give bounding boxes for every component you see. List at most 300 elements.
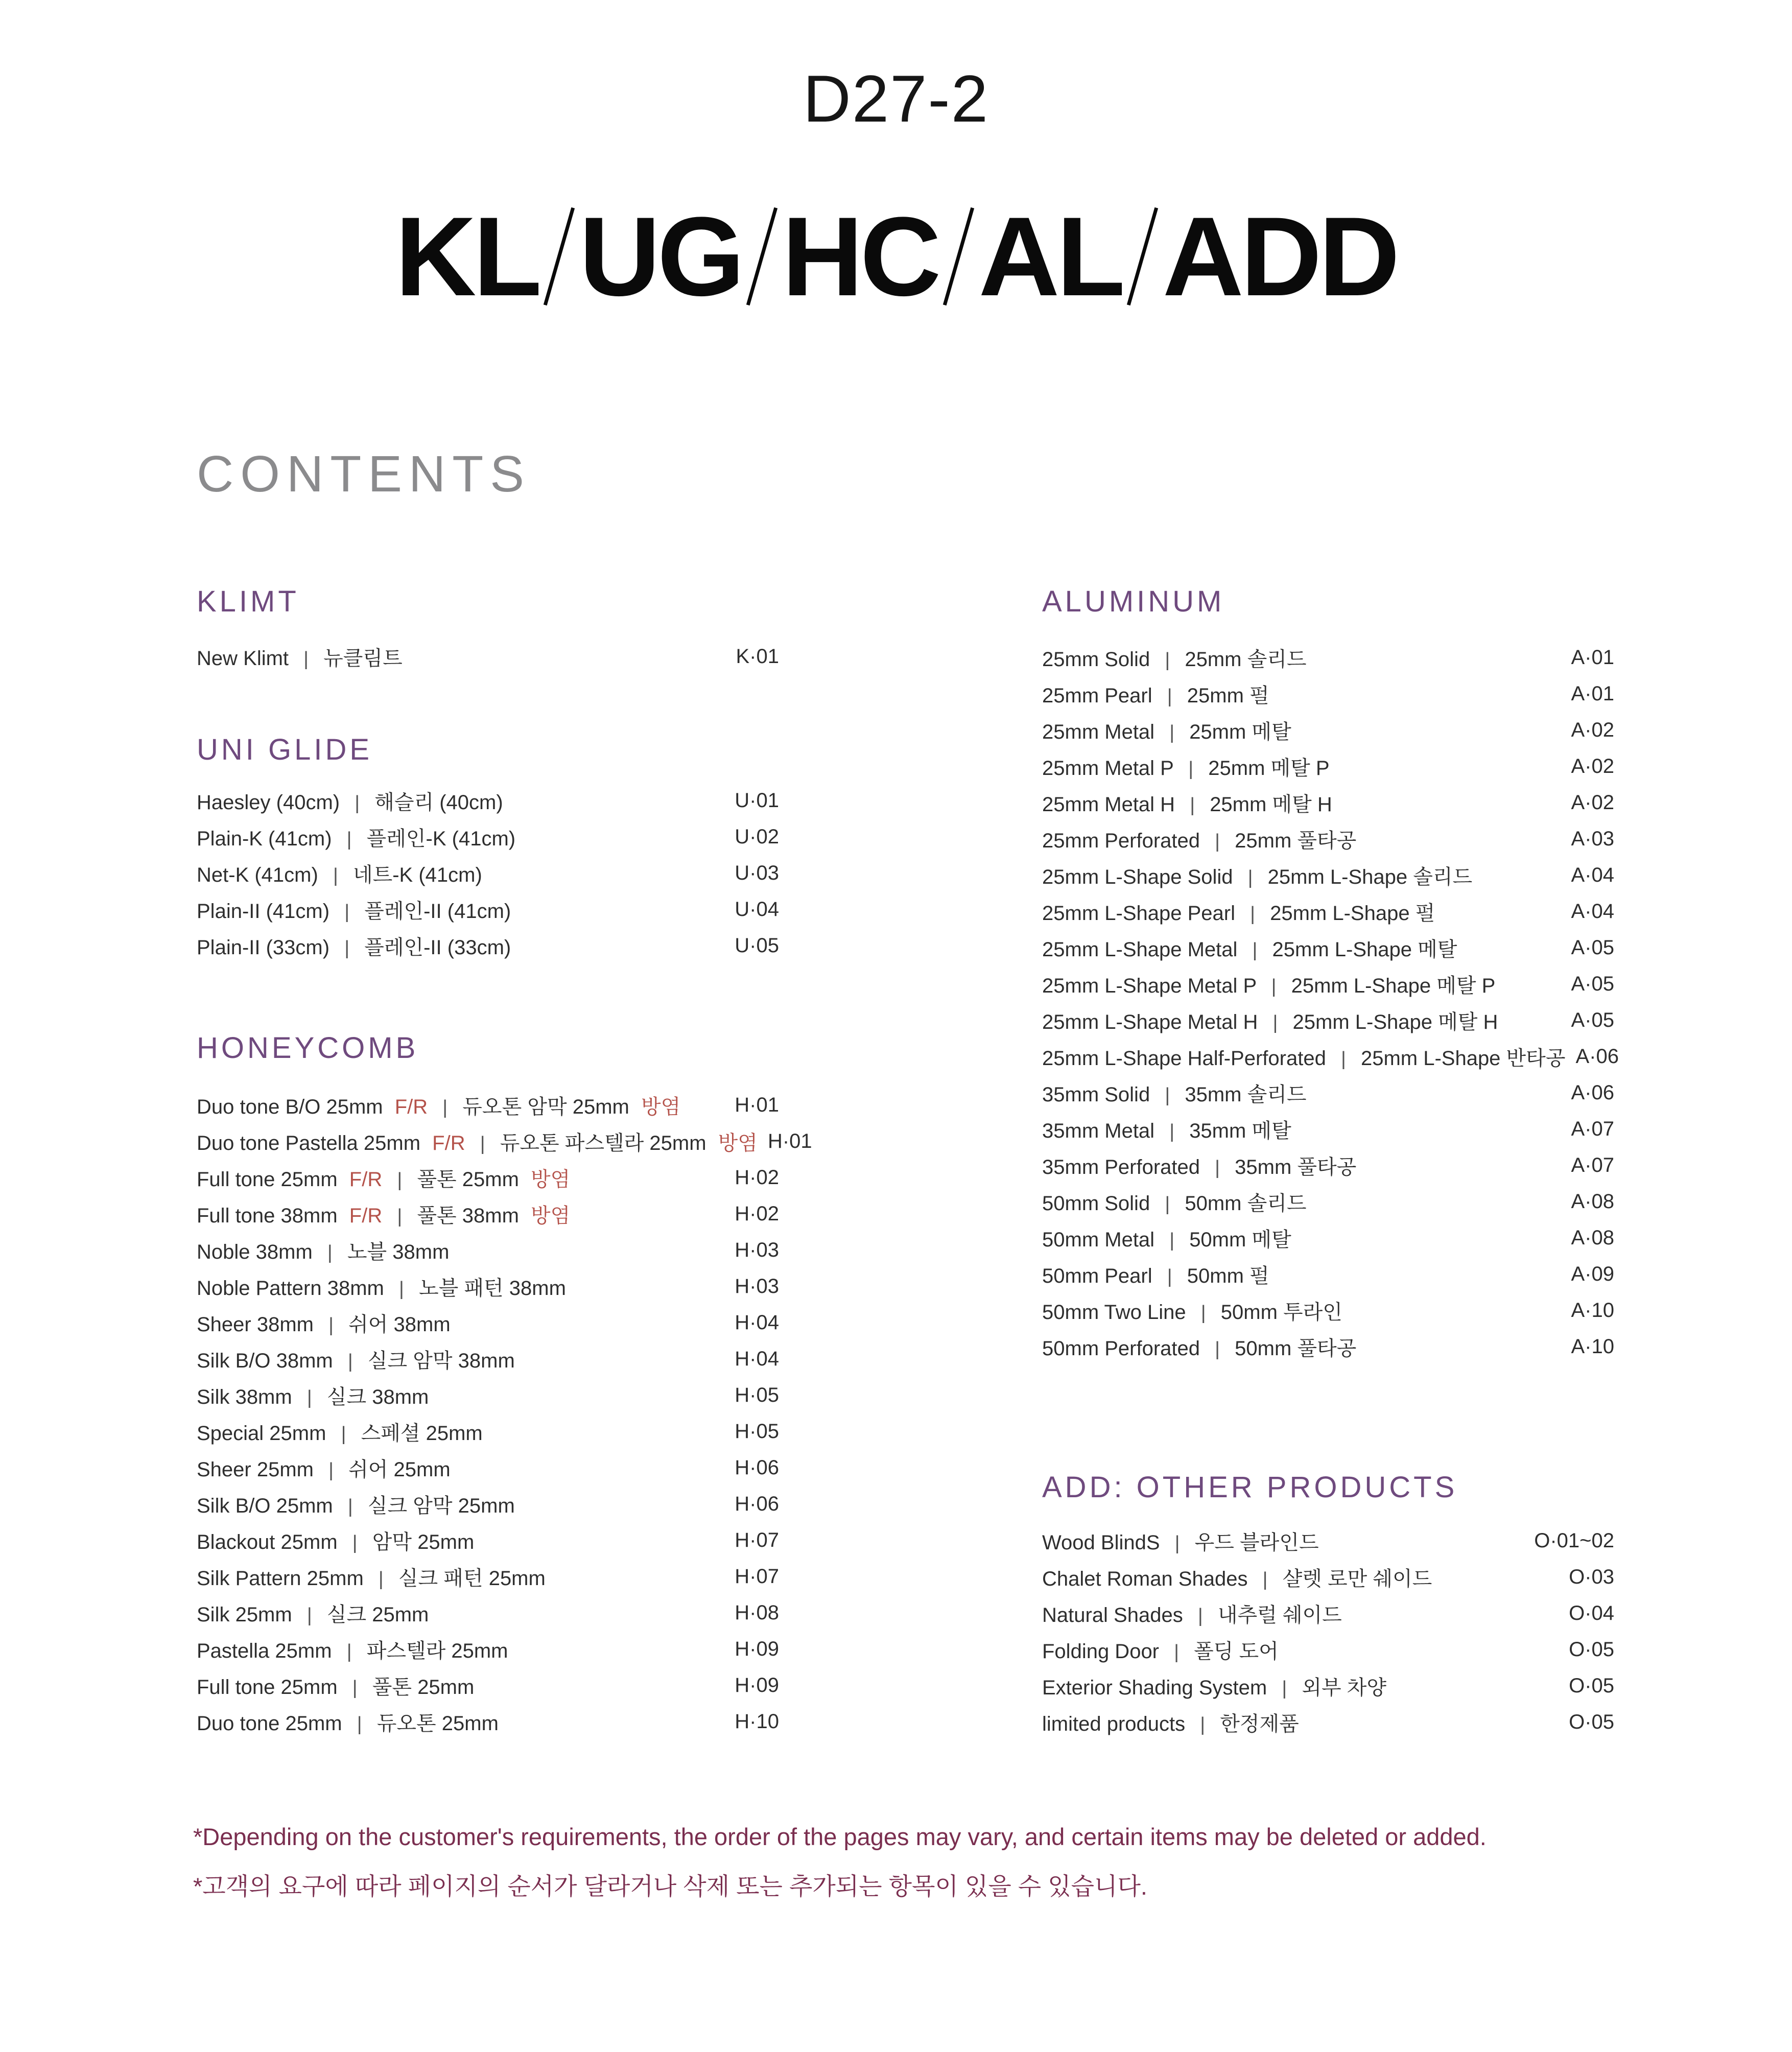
toc-item-label (197, 1562, 546, 1591)
toc-item (197, 783, 779, 819)
toc-item-label (1042, 970, 1495, 999)
item-name-en: 50mm Metal (1042, 1229, 1155, 1251)
item-name-en: Noble 38mm (197, 1241, 313, 1263)
divider-bar: | (1169, 722, 1175, 743)
item-name-en: Plain-II (41cm) (197, 900, 330, 923)
divider-bar: | (1247, 867, 1253, 888)
toc-item-label (1042, 1151, 1356, 1180)
toc-item (1042, 785, 1614, 821)
item-name-en: 25mm L-Shape Metal P (1042, 975, 1257, 997)
toc-item (1042, 893, 1614, 930)
toc-item-label (197, 1308, 451, 1337)
page-ref: U·05 (735, 934, 779, 957)
item-name-en: Pastella 25mm (197, 1640, 332, 1662)
section-title-add-other-products: ADD: OTHER PRODUCTS (1042, 1471, 1458, 1504)
toc-item-label (1042, 861, 1472, 890)
divider-bar: | (303, 648, 309, 670)
divider-bar: | (341, 1423, 346, 1445)
divider-bar: | (306, 1605, 312, 1626)
page-ref: H·10 (735, 1710, 779, 1733)
item-name-ko: 노블 38mm (347, 1241, 450, 1263)
page-ref: A·08 (1571, 1190, 1614, 1213)
item-flag-fr: F/R (394, 1096, 428, 1118)
page-ref: O·05 (1569, 1638, 1614, 1661)
title-segment: HC (782, 194, 938, 319)
item-name-en: 50mm Pearl (1042, 1265, 1152, 1287)
divider-bar: | (333, 865, 338, 886)
item-name-ko: 50mm 펄 (1187, 1265, 1269, 1287)
toc-item (197, 639, 779, 675)
page-ref: H·05 (735, 1420, 779, 1443)
item-name-ko: 듀오톤 파스텔라 25mm (500, 1132, 706, 1154)
toc-item-label (197, 1163, 570, 1192)
title-slash-divider (544, 207, 575, 305)
item-name-ko: 샬렛 로만 쉐이드 (1282, 1568, 1432, 1590)
toc-item (1042, 1220, 1614, 1256)
toc-item (197, 1160, 779, 1196)
toc-item (197, 855, 779, 891)
title-slash-divider (1127, 207, 1158, 305)
item-name-en: 35mm Metal (1042, 1120, 1155, 1142)
item-name-ko: 뉴클림트 (323, 647, 403, 670)
divider-bar: | (347, 1351, 353, 1372)
toc-item-label (197, 1635, 508, 1664)
title-segment: ADD (1162, 194, 1397, 319)
toc-item-label (197, 1526, 474, 1555)
item-name-en: Wood BlindS (1042, 1531, 1160, 1554)
toc-item (1042, 1292, 1614, 1329)
toc-item-label (197, 1490, 515, 1519)
section-title-klimt: KLIMT (197, 585, 299, 618)
page-code: D27-2 (803, 61, 989, 136)
toc-item-label (197, 1127, 758, 1156)
item-name-en: Natural Shades (1042, 1604, 1183, 1626)
item-name-ko: 35mm 메탈 (1189, 1120, 1291, 1142)
toc-item-label (1042, 643, 1307, 672)
toc-item (1042, 1329, 1614, 1365)
toc-item (1042, 1632, 1614, 1668)
item-name-ko: 네트-K (41cm) (352, 864, 482, 886)
divider-bar: | (1271, 976, 1277, 997)
divider-bar: | (1215, 831, 1220, 852)
toc-item-label (197, 895, 511, 924)
item-name-en: Silk 25mm (197, 1603, 292, 1626)
item-name-ko: 50mm 투라인 (1220, 1301, 1342, 1324)
toc-item-label (197, 822, 515, 852)
item-name-ko: 파스텔라 25mm (366, 1640, 508, 1662)
page-ref: A·02 (1571, 791, 1614, 814)
toc-item-label (197, 642, 403, 671)
page-ref: A·04 (1571, 864, 1614, 886)
divider-bar: | (397, 1169, 403, 1191)
divider-bar: | (1169, 1121, 1175, 1142)
toc-item (1042, 676, 1614, 712)
divider-bar: | (480, 1133, 485, 1154)
toc-item-label (1042, 752, 1330, 781)
toc-item (197, 1522, 779, 1559)
item-name-en: 25mm Solid (1042, 648, 1150, 671)
toc-item-label (1042, 716, 1291, 745)
section-title-honeycomb: HONEYCOMB (197, 1031, 419, 1065)
footer-note-ko: *고객의 요구에 따라 페이지의 순서가 달라거나 삭제 또는 추가되는 항목이 있을 수 있습니다. (193, 1873, 1147, 1900)
toc-item (197, 1123, 812, 1160)
item-name-ko: 암막 25mm (372, 1531, 475, 1553)
item-name-ko: 실크 암막 38mm (367, 1350, 515, 1372)
toc-item (197, 1450, 779, 1486)
item-name-ko: 실크 암막 25mm (367, 1495, 515, 1517)
page-ref: A·07 (1571, 1154, 1614, 1176)
toc-item-label (1042, 1187, 1307, 1216)
item-name-en: 50mm Solid (1042, 1192, 1150, 1215)
toc-item (1042, 1002, 1614, 1039)
toc-item (197, 1667, 779, 1704)
item-name-en: 25mm L-Shape Metal H (1042, 1011, 1258, 1033)
page-ref: H·07 (735, 1529, 779, 1551)
divider-bar: | (1165, 1084, 1170, 1106)
divider-bar: | (346, 829, 352, 850)
toc-item-label (197, 1598, 429, 1628)
divider-bar: | (397, 1206, 403, 1227)
toc-item-label (1042, 1296, 1342, 1325)
item-name-en: Plain-II (33cm) (197, 936, 330, 959)
item-name-ko: 우드 블라인드 (1194, 1531, 1319, 1554)
toc-item-label (1042, 1260, 1269, 1289)
toc-item-label (1042, 1671, 1386, 1701)
item-name-ko: 노블 패턴 38mm (418, 1277, 566, 1300)
item-name-en: 25mm Metal (1042, 721, 1155, 743)
divider-bar: | (347, 1496, 353, 1517)
page-ref: A·02 (1571, 719, 1614, 741)
toc-item (197, 1631, 779, 1667)
item-name-en: Silk Pattern 25mm (197, 1567, 364, 1590)
divider-bar: | (346, 1641, 352, 1662)
page-ref: A·08 (1571, 1227, 1614, 1249)
item-name-ko: 25mm 메탈 H (1210, 793, 1332, 816)
toc-item-label (1042, 1078, 1307, 1107)
section-items-add-other-products (1042, 1523, 1614, 1740)
divider-bar: | (1215, 1157, 1220, 1178)
page-ref: H·07 (735, 1565, 779, 1588)
toc-item (1042, 1039, 1619, 1075)
item-name-en: Silk B/O 38mm (197, 1350, 333, 1372)
item-flag-fireproof: 방염 (641, 1096, 681, 1118)
toc-item (1042, 857, 1614, 893)
toc-item-label (1042, 1332, 1356, 1361)
toc-item-label (1042, 1042, 1565, 1071)
section-items-klimt (197, 639, 779, 675)
page-ref: A·01 (1571, 646, 1614, 669)
item-name-en: Haesley (40cm) (197, 791, 340, 814)
page-ref: O·05 (1569, 1711, 1614, 1733)
page-ref: H·03 (735, 1275, 779, 1298)
item-name-en: Duo tone Pastella 25mm (197, 1132, 421, 1154)
divider-bar: | (1165, 1193, 1170, 1215)
item-name-en: Special 25mm (197, 1422, 326, 1445)
page-ref: H·08 (735, 1601, 779, 1624)
toc-item (197, 1232, 779, 1268)
toc-item (197, 1704, 779, 1740)
item-name-ko: 25mm L-Shape 반타공 (1360, 1047, 1566, 1070)
item-name-ko: 25mm L-Shape 솔리드 (1267, 866, 1473, 888)
toc-item-label (1042, 1708, 1299, 1737)
divider-bar: | (1167, 1266, 1172, 1287)
item-name-ko: 폴딩 도어 (1194, 1640, 1279, 1663)
toc-item (1042, 930, 1614, 966)
divider-bar: | (398, 1278, 404, 1300)
page-ref: U·02 (735, 825, 779, 848)
page-ref: H·05 (735, 1384, 779, 1406)
toc-item (197, 1486, 779, 1522)
item-name-en: limited products (1042, 1713, 1186, 1735)
divider-bar: | (442, 1097, 448, 1118)
item-name-ko: 25mm 메탈 P (1208, 757, 1330, 780)
item-name-ko: 25mm L-Shape 메탈 P (1291, 975, 1496, 997)
item-name-ko: 실크 패턴 25mm (398, 1567, 546, 1590)
item-name-ko: 듀오톤 25mm (376, 1712, 499, 1735)
page-ref: A·05 (1571, 973, 1614, 995)
item-name-en: Plain-K (41cm) (197, 828, 332, 850)
page-ref: H·06 (735, 1456, 779, 1479)
item-name-en: Full tone 25mm (197, 1168, 338, 1191)
page-ref: O·05 (1569, 1674, 1614, 1697)
toc-item-label (197, 859, 482, 888)
page-ref: A·10 (1571, 1299, 1614, 1322)
divider-bar: | (344, 901, 350, 923)
toc-item (197, 1087, 779, 1123)
divider-bar: | (357, 1713, 362, 1735)
item-flag-fr: F/R (432, 1132, 465, 1154)
toc-item (1042, 1111, 1614, 1147)
page-ref: A·04 (1571, 900, 1614, 923)
page-ref: A·05 (1571, 936, 1614, 959)
section-title-aluminum: ALUMINUM (1042, 585, 1225, 618)
item-flag-fr: F/R (349, 1168, 383, 1191)
page-ref: H·09 (735, 1674, 779, 1696)
item-name-en: Full tone 25mm (197, 1676, 338, 1699)
toc-item-label (197, 1381, 429, 1410)
item-name-ko: 듀오톤 암막 25mm (462, 1096, 629, 1118)
title-segment: KL (395, 194, 539, 319)
item-name-ko: 해슬리 (40cm) (374, 791, 503, 814)
title-slash-divider (746, 207, 777, 305)
divider-bar: | (1250, 903, 1255, 925)
toc-item (197, 1305, 779, 1341)
toc-item (197, 891, 779, 928)
divider-bar: | (1167, 686, 1172, 707)
toc-item-label (197, 931, 511, 960)
title-slash-divider (942, 207, 974, 305)
page-ref: H·06 (735, 1493, 779, 1515)
item-name-en: Noble Pattern 38mm (197, 1277, 384, 1300)
page-ref: H·01 (735, 1094, 779, 1116)
divider-bar: | (352, 1532, 358, 1553)
toc-item (197, 1377, 779, 1413)
toc-item-label (197, 1236, 449, 1265)
toc-item-label (1042, 897, 1435, 926)
toc-item-label (1042, 1599, 1342, 1628)
toc-item-label (1042, 933, 1457, 962)
item-name-ko: 쉬어 38mm (348, 1313, 451, 1336)
toc-item (197, 1341, 779, 1377)
item-name-en: New Klimt (197, 647, 289, 670)
toc-item (1042, 966, 1614, 1002)
item-name-en: 25mm Perforated (1042, 830, 1200, 852)
item-name-en: 35mm Solid (1042, 1083, 1150, 1106)
toc-item (1042, 1147, 1614, 1184)
page-ref: U·04 (735, 898, 779, 921)
item-name-en: 25mm L-Shape Metal (1042, 938, 1238, 961)
item-name-ko: 25mm 솔리드 (1185, 648, 1307, 671)
item-flag-fireproof: 방염 (531, 1205, 571, 1227)
item-flag-fireproof: 방염 (718, 1132, 758, 1154)
toc-item (1042, 1184, 1614, 1220)
divider-bar: | (328, 1459, 334, 1481)
item-name-ko: 외부 차양 (1302, 1677, 1387, 1699)
divider-bar: | (1200, 1714, 1206, 1735)
page-ref: A·05 (1571, 1009, 1614, 1031)
toc-item-label (1042, 824, 1356, 854)
toc-item (197, 1413, 779, 1450)
toc-item (1042, 748, 1614, 785)
toc-item-label (197, 1417, 483, 1446)
item-flag-fireproof: 방염 (531, 1168, 571, 1191)
divider-bar: | (1340, 1048, 1346, 1070)
toc-item (197, 819, 779, 855)
toc-item-label (1042, 788, 1332, 817)
section-items-uni-glide (197, 783, 779, 964)
item-name-ko: 실크 38mm (326, 1386, 429, 1408)
divider-bar: | (327, 1242, 333, 1263)
item-name-ko: 플레인-K (41cm) (366, 828, 516, 850)
item-name-en: 25mm Pearl (1042, 685, 1152, 707)
toc-item-label (1042, 679, 1269, 709)
page-ref: A·03 (1571, 828, 1614, 850)
page-ref: O·04 (1569, 1602, 1614, 1624)
page-ref: A·09 (1571, 1263, 1614, 1285)
section-items-aluminum (1042, 640, 1619, 1365)
item-name-en: Sheer 25mm (197, 1458, 314, 1481)
divider-bar: | (1272, 1012, 1278, 1033)
divider-bar: | (378, 1568, 384, 1590)
toc-item-label (1042, 1563, 1432, 1592)
divider-bar: | (1262, 1569, 1268, 1590)
item-name-en: Net-K (41cm) (197, 864, 318, 886)
item-name-en: 25mm L-Shape Half-Perforated (1042, 1047, 1326, 1070)
toc-item (1042, 640, 1614, 676)
page-ref: O·01~02 (1534, 1529, 1614, 1552)
toc-item (197, 1196, 779, 1232)
divider-bar: | (1169, 1230, 1175, 1251)
toc-item-label (197, 1272, 566, 1301)
toc-item (197, 1595, 779, 1631)
divider-bar: | (1200, 1302, 1206, 1324)
footer-notes (193, 1825, 1487, 1924)
toc-item (1042, 712, 1614, 748)
page-ref: A·06 (1575, 1045, 1619, 1068)
item-name-ko: 25mm L-Shape 메탈 (1272, 938, 1457, 961)
item-name-ko: 플레인-II (41cm) (364, 900, 511, 923)
divider-bar: | (1252, 939, 1258, 961)
divider-bar: | (306, 1387, 312, 1408)
toc-item-label (197, 786, 503, 815)
divider-bar: | (1282, 1678, 1287, 1699)
divider-bar: | (1215, 1338, 1220, 1360)
page-ref: A·02 (1571, 755, 1614, 777)
page-ref: O·03 (1569, 1566, 1614, 1588)
toc-item (1042, 1075, 1614, 1111)
item-name-en: 25mm L-Shape Solid (1042, 866, 1233, 888)
item-name-ko: 50mm 솔리드 (1185, 1192, 1307, 1215)
item-name-en: 50mm Perforated (1042, 1337, 1200, 1360)
item-name-ko: 한정제품 (1220, 1713, 1299, 1735)
item-name-ko: 풀톤 25mm (372, 1676, 475, 1699)
item-name-ko: 25mm L-Shape 펄 (1270, 902, 1435, 925)
page-ref: K·01 (736, 645, 779, 668)
item-name-en: Full tone 38mm (197, 1205, 338, 1227)
toc-item (1042, 1256, 1614, 1292)
item-name-ko: 35mm 솔리드 (1185, 1083, 1307, 1106)
toc-item-label (197, 1199, 570, 1229)
toc-item (1042, 1595, 1614, 1632)
toc-item (1042, 1704, 1614, 1740)
toc-item (197, 1559, 779, 1595)
toc-item-label (1042, 1006, 1498, 1035)
divider-bar: | (1174, 1641, 1180, 1663)
item-name-en: Silk B/O 25mm (197, 1495, 333, 1517)
toc-item-label (197, 1345, 515, 1374)
toc-item (1042, 1523, 1614, 1559)
divider-bar: | (1188, 758, 1194, 780)
toc-item-label (1042, 1223, 1291, 1253)
item-name-en: Blackout 25mm (197, 1531, 338, 1553)
item-name-ko: 플레인-II (33cm) (364, 936, 511, 959)
item-name-ko: 스페셜 25mm (361, 1422, 483, 1445)
item-name-ko: 풀톤 38mm (417, 1205, 519, 1227)
item-name-en: 25mm L-Shape Pearl (1042, 902, 1235, 925)
toc-item (1042, 821, 1614, 857)
item-name-ko: 실크 25mm (326, 1603, 429, 1626)
divider-bar: | (328, 1314, 334, 1336)
divider-bar: | (1174, 1532, 1180, 1554)
item-name-en: 50mm Two Line (1042, 1301, 1186, 1324)
item-name-en: 25mm Metal H (1042, 793, 1175, 816)
toc-item-label (197, 1671, 474, 1700)
page-ref: A·01 (1571, 682, 1614, 705)
item-name-ko: 35mm 풀타공 (1235, 1156, 1357, 1178)
toc-item (197, 1268, 779, 1305)
item-name-ko: 풀톤 25mm (417, 1168, 519, 1191)
item-name-en: 25mm Metal P (1042, 757, 1174, 780)
toc-item (197, 928, 779, 964)
item-name-ko: 25mm 펄 (1187, 685, 1269, 707)
item-name-ko: 25mm L-Shape 메탈 H (1292, 1011, 1498, 1033)
item-name-ko: 50mm 풀타공 (1235, 1337, 1357, 1360)
divider-bar: | (1197, 1605, 1203, 1626)
page-ref: H·04 (735, 1311, 779, 1334)
divider-bar: | (352, 1677, 358, 1699)
page-ref: A·06 (1571, 1081, 1614, 1104)
page-ref: H·04 (735, 1348, 779, 1370)
item-name-en: Silk 38mm (197, 1386, 292, 1408)
page-ref: H·01 (767, 1130, 812, 1152)
item-name-en: Sheer 38mm (197, 1313, 314, 1336)
item-name-ko: 내추럴 쉐이드 (1217, 1604, 1342, 1626)
divider-bar: | (1190, 794, 1195, 816)
page-ref: H·02 (735, 1166, 779, 1189)
item-name-en: Chalet Roman Shades (1042, 1568, 1248, 1590)
divider-bar: | (355, 792, 360, 814)
divider-bar: | (344, 937, 350, 959)
